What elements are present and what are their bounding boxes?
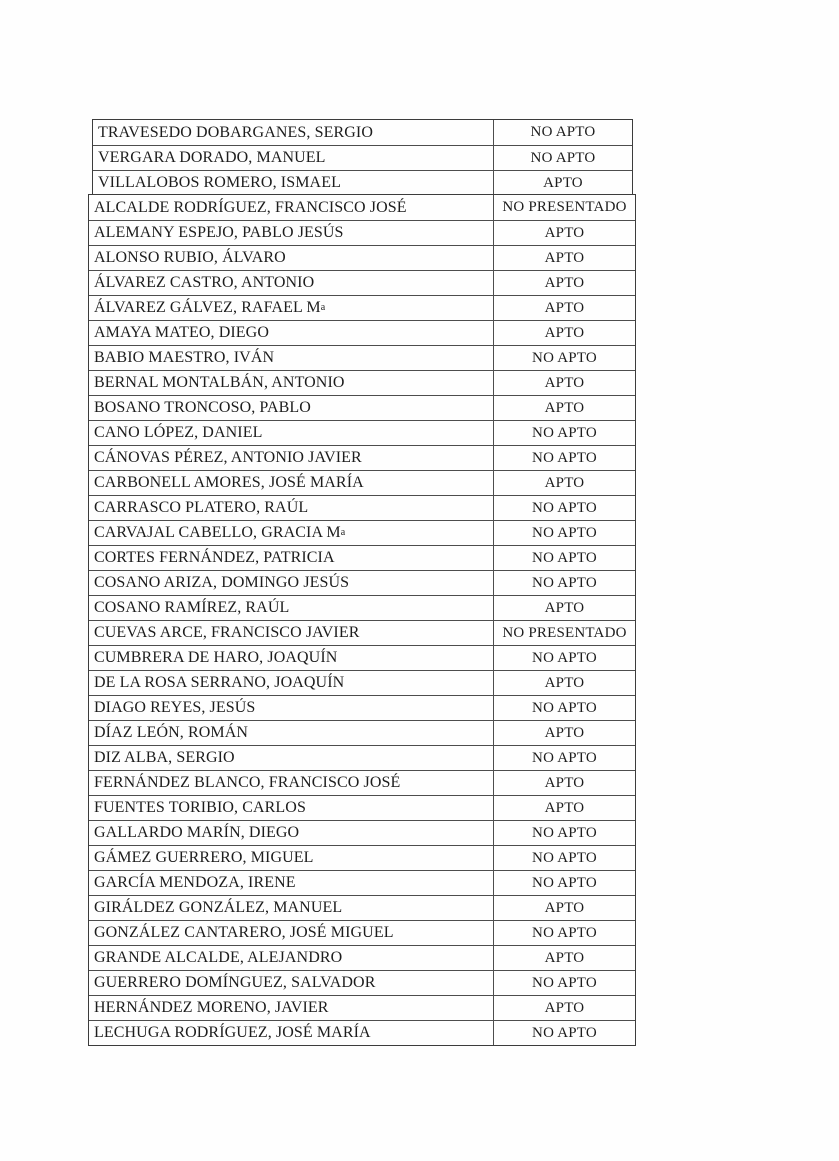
candidate-name: ALCALDE RODRÍGUEZ, FRANCISCO JOSÉ [94,198,407,216]
candidate-name: FERNÁNDEZ BLANCO, FRANCISCO JOSÉ [94,774,401,791]
result-value: NO APTO [493,646,635,670]
table-row [89,195,635,220]
table-row [89,245,635,270]
table-row [89,870,635,895]
table-row [89,270,635,295]
candidate-name: CARRASCO PLATERO, RAÚL [94,499,309,516]
candidate-name: COSANO ARIZA, DOMINGO JESÚS [94,574,350,591]
result-value: NO APTO [493,921,635,945]
results-table-upper [92,119,633,196]
result-value: APTO [493,771,635,795]
table-row [89,645,635,670]
candidate-name: GALLARDO MARÍN, DIEGO [94,824,300,841]
candidate-name: DIAGO REYES, JESÚS [94,699,256,716]
table-row [89,495,635,520]
table-row [89,520,635,545]
candidate-name: AMAYA MATEO, DIEGO [94,324,269,341]
result-value: NO APTO [493,571,635,595]
table-row [89,1020,635,1045]
candidate-name: ALONSO RUBIO, ÁLVARO [94,249,286,266]
candidate-name: DIZ ALBA, SERGIO [94,749,235,766]
candidate-name: GRANDE ALCALDE, ALEJANDRO [94,949,343,966]
result-value: NO APTO [493,146,632,170]
candidate-name: GARCÍA MENDOZA, IRENE [94,874,296,891]
candidate-name: GONZÁLEZ CANTARERO, JOSÉ MIGUEL [94,924,394,941]
result-value: NO PRESENTADO [493,195,635,220]
table-row [89,670,635,695]
result-value: APTO [493,371,635,395]
candidate-name: CORTES FERNÁNDEZ, PATRICIA [94,549,335,566]
table-row [89,470,635,495]
table-row [89,545,635,570]
candidate-name: ALEMANY ESPEJO, PABLO JESÚS [94,224,344,241]
table-row [89,895,635,920]
table-row [89,620,635,645]
result-value: NO APTO [493,821,635,845]
result-value: NO APTO [493,1021,635,1045]
candidate-name: HERNÁNDEZ MORENO, JAVIER [94,999,329,1016]
result-value: NO APTO [493,346,635,370]
candidate-name: GUERRERO DOMÍNGUEZ, SALVADOR [94,974,376,991]
table-row [93,120,632,145]
result-value: APTO [493,296,635,320]
table-row [89,945,635,970]
table-row [93,145,632,170]
candidate-name: GÁMEZ GUERRERO, MIGUEL [94,849,314,866]
result-value: APTO [493,596,635,620]
result-value: APTO [493,221,635,245]
result-value: NO APTO [493,746,635,770]
candidate-name: BABIO MAESTRO, IVÁN [94,349,275,366]
table-row [89,445,635,470]
table-row [89,845,635,870]
candidate-name: FUENTES TORIBIO, CARLOS [94,799,306,816]
candidate-name: LECHUGA RODRÍGUEZ, JOSÉ MARÍA [94,1024,371,1041]
results-table-lower [88,194,636,1046]
table-row [89,920,635,945]
table-row [89,695,635,720]
result-value: APTO [493,671,635,695]
table-row [89,370,635,395]
candidate-name: ÁLVAREZ CASTRO, ANTONIO [94,274,315,291]
result-value: APTO [493,271,635,295]
table-row [89,720,635,745]
table-row [89,770,635,795]
result-value: APTO [493,796,635,820]
table-row [89,820,635,845]
result-value: APTO [493,471,635,495]
candidate-name: COSANO RAMÍREZ, RAÚL [94,599,290,616]
result-value: NO APTO [493,421,635,445]
result-value: APTO [493,896,635,920]
result-value: APTO [493,171,632,195]
result-value: APTO [493,721,635,745]
result-value: APTO [493,321,635,345]
candidate-name: CARVAJAL CABELLO, GRACIA M a [94,524,346,541]
result-value: NO PRESENTADO [493,621,635,645]
table-row [89,995,635,1020]
table-row [89,395,635,420]
table-row [89,320,635,345]
result-value: NO APTO [493,521,635,545]
result-value: NO APTO [493,846,635,870]
result-value: APTO [493,946,635,970]
result-value: NO APTO [493,546,635,570]
candidate-name: GIRÁLDEZ GONZÁLEZ, MANUEL [94,899,343,916]
table-row [89,795,635,820]
result-value: APTO [493,246,635,270]
table-row [93,170,632,195]
candidate-name: BERNAL MONTALBÁN, ANTONIO [94,374,345,391]
result-value: APTO [493,396,635,420]
candidate-name: CARBONELL AMORES, JOSÉ MARÍA [94,474,364,491]
candidate-name: CUEVAS ARCE, FRANCISCO JAVIER [94,624,360,641]
table-row [89,970,635,995]
candidate-name: CANO LÓPEZ, DANIEL [94,424,263,441]
table-row [89,220,635,245]
result-value: NO APTO [493,120,632,145]
table-row [89,595,635,620]
table-row [89,570,635,595]
candidate-name: BOSANO TRONCOSO, PABLO [94,399,311,416]
candidate-name: ÁLVAREZ GÁLVEZ, RAFAEL M a [94,299,326,316]
candidate-name: DE LA ROSA SERRANO, JOAQUÍN [94,674,345,691]
candidate-name: DÍAZ LEÓN, ROMÁN [94,724,249,741]
table-row [89,345,635,370]
candidate-name: TRAVESEDO DOBARGANES, SERGIO [98,123,373,141]
table-row [89,745,635,770]
result-value: NO APTO [493,696,635,720]
result-value: NO APTO [493,446,635,470]
result-value: NO APTO [493,496,635,520]
candidate-name: VILLALOBOS ROMERO, ISMAEL [98,174,341,191]
result-value: APTO [493,996,635,1020]
table-row [89,420,635,445]
result-value: NO APTO [493,971,635,995]
candidate-name: CUMBRERA DE HARO, JOAQUÍN [94,649,338,666]
result-value: NO APTO [493,871,635,895]
candidate-name: VERGARA DORADO, MANUEL [98,149,326,166]
table-row [89,295,635,320]
candidate-name: CÁNOVAS PÉREZ, ANTONIO JAVIER [94,449,362,466]
